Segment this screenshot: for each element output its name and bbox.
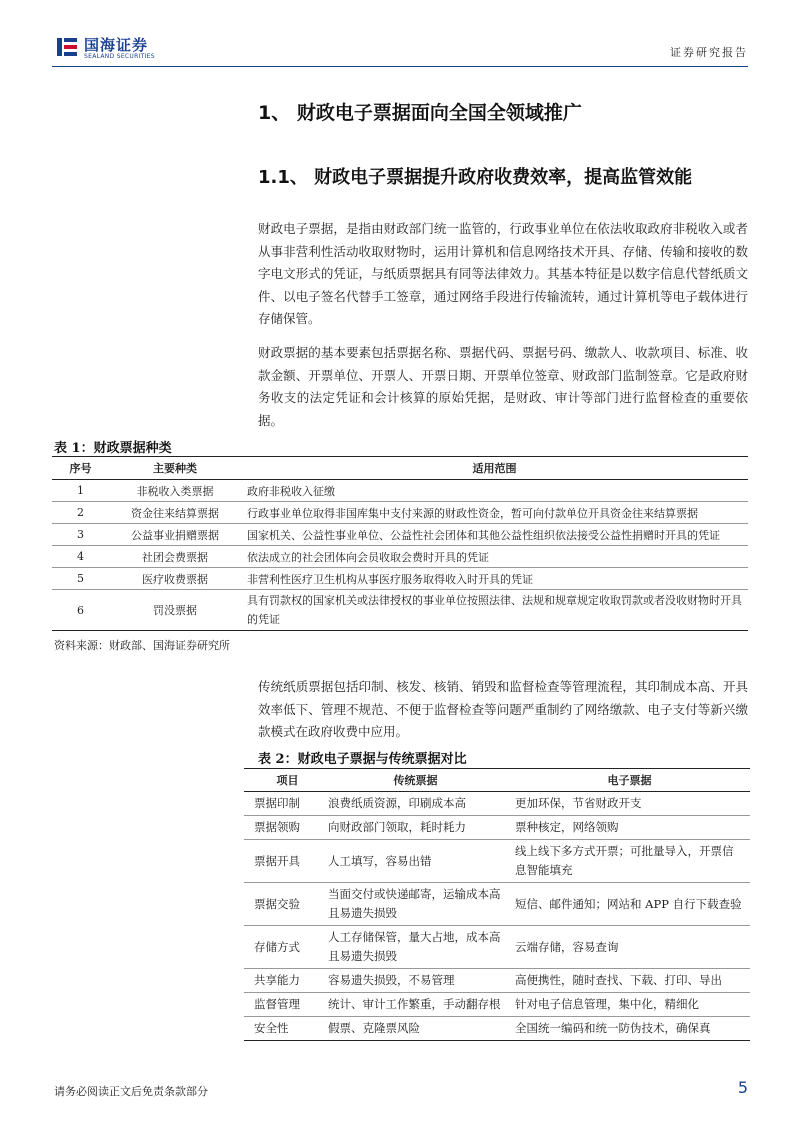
- header-electronic: 电子票据: [509, 769, 750, 792]
- cell-no: 3: [52, 524, 109, 546]
- cell-electronic: 更加环保，节省财政开支: [509, 792, 750, 816]
- cell-electronic: 高便携性，随时查找、下载、打印、导出: [509, 969, 750, 993]
- cell-scope: 依法成立的社会团体向会员收取会费时开具的凭证: [241, 546, 748, 568]
- cell-item: 存储方式: [244, 926, 322, 969]
- cell-traditional: 人工填写，容易出错: [322, 840, 509, 883]
- cell-kind: 公益事业捐赠票据: [109, 524, 241, 546]
- cell-traditional: 容易遗失损毁，不易管理: [322, 969, 509, 993]
- cell-no: 5: [52, 568, 109, 590]
- brand-name-en: SEALAND SECURITIES: [84, 53, 155, 60]
- section-heading: 1、 财政电子票据面向全国全领域推广: [258, 102, 582, 124]
- table-row: [52, 524, 748, 546]
- subsection-heading: 1.1、 财政电子票据提升政府收费效率，提高监管效能: [258, 167, 693, 188]
- table-row: [52, 502, 748, 524]
- cell-scope: 非营利性医疗卫生机构从事医疗服务取得收入时开具的凭证: [241, 568, 748, 590]
- table1-source: 资料来源：财政部、国海证券研究所: [54, 639, 230, 652]
- table-row: [244, 840, 750, 883]
- cell-item: 监督管理: [244, 993, 322, 1017]
- cell-scope: 行政事业单位取得非国库集中支付来源的财政性资金，暂可向付款单位开具资金往来结算票据: [241, 502, 748, 524]
- cell-scope: 政府非税收入征缴: [241, 480, 748, 502]
- cell-kind: 罚没票据: [109, 590, 241, 631]
- header-scope: 适用范围: [241, 457, 748, 480]
- table-row: [52, 480, 748, 502]
- table-row: [244, 969, 750, 993]
- cell-kind: 医疗收费票据: [109, 568, 241, 590]
- cell-traditional: 人工存储保管，量大占地，成本高且易遗失损毁: [322, 926, 509, 969]
- table-row: [52, 590, 748, 631]
- header-divider: [52, 66, 748, 67]
- cell-kind: 非税收入类票据: [109, 480, 241, 502]
- cell-electronic: 全国统一编码和统一防伪技术，确保真: [509, 1017, 750, 1041]
- header-no: 序号: [52, 457, 109, 480]
- cell-electronic: 针对电子信息管理，集中化，精细化: [509, 993, 750, 1017]
- cell-kind: 资金往来结算票据: [109, 502, 241, 524]
- report-type-label: 证券研究报告: [670, 46, 748, 59]
- cell-item: 安全性: [244, 1017, 322, 1041]
- cell-kind: 社团会费票据: [109, 546, 241, 568]
- cell-traditional: 向财政部门领取，耗时耗力: [322, 816, 509, 840]
- cell-traditional: 统计、审计工作繁重，手动翻存根: [322, 993, 509, 1017]
- cell-no: 4: [52, 546, 109, 568]
- comparison-table: [244, 768, 750, 1041]
- cell-no: 1: [52, 480, 109, 502]
- table-header-row: [52, 457, 748, 480]
- table-row: [52, 546, 748, 568]
- table-row: [244, 883, 750, 926]
- cell-traditional: 当面交付或快递邮寄，运输成本高且易遗失损毁: [322, 883, 509, 926]
- cell-no: 6: [52, 590, 109, 631]
- cell-item: 票据领购: [244, 816, 322, 840]
- table-row: [244, 1017, 750, 1041]
- cell-item: 票据开具: [244, 840, 322, 883]
- cell-item: 票据交验: [244, 883, 322, 926]
- footer-disclaimer: 请务必阅读正文后免责条款部分: [54, 1085, 208, 1098]
- table-row: [244, 993, 750, 1017]
- table-header-row: [244, 769, 750, 792]
- cell-electronic: 票种核定，网络领购: [509, 816, 750, 840]
- paragraph-elements: 财政票据的基本要素包括票据名称、票据代码、票据号码、缴款人、收款项目、标准、收款金额、开票单位、开票人、开票日期、开票单位签章、财政部门监制签章。它是政府财务收支的法定凭证和会计核算的原始凭据，是财政、审计等部门进行监督检查的重要依据。: [258, 345, 748, 428]
- cell-scope: 国家机关、公益性事业单位、公益性社会团体和其他公益性组织依法接受公益性捐赠时开具的凭证: [241, 524, 748, 546]
- cell-item: 票据印制: [244, 792, 322, 816]
- table2-title: 表 2：财政电子票据与传统票据对比: [258, 752, 467, 767]
- table1-title: 表 1：财政票据种类: [54, 441, 172, 456]
- cell-electronic: 云端存储，容易查询: [509, 926, 750, 969]
- header-traditional: 传统票据: [322, 769, 509, 792]
- table-row: [244, 792, 750, 816]
- brand-name-cn: 国海证券: [84, 36, 149, 54]
- cell-electronic: 短信、邮件通知；网站和 APP 自行下载查验: [509, 883, 750, 926]
- paragraph-paper-issues: 传统纸质票据包括印制、核发、核销、销毁和监督检查等管理流程，其印制成本高、开具效率低下、管理不规范、不便于监督检查等问题严重制约了网络缴款、电子支付等新兴缴款模式在政府收费中应用。: [258, 679, 748, 739]
- page-number: 5: [737, 1078, 748, 1097]
- table-row: [244, 816, 750, 840]
- header-item: 项目: [244, 769, 322, 792]
- paragraph-definition: 财政电子票据，是指由财政部门统一监管的，行政事业单位在依法收取政府非税收入或者从事非营利性活动收取财物时，运用计算机和信息网络技术开具、存储、传输和接收的数字电文形式的凭证，与纸质票据具有同等法律效力。其基本特征是以数字信息代替纸质文件、以电子签名代替手工签章，通过网络手段进行传输流转，通过计算机等电子载体进行存储保管。: [258, 221, 748, 326]
- sealand-logo-icon: [56, 36, 78, 58]
- cell-traditional: 浪费纸质资源，印刷成本高: [322, 792, 509, 816]
- cell-item: 共享能力: [244, 969, 322, 993]
- header-kind: 主要种类: [109, 457, 241, 480]
- cell-scope: 具有罚款权的国家机关或法律授权的事业单位按照法律、法规和规章规定收取罚款或者没收财物时开具的凭证: [241, 590, 748, 631]
- cell-electronic: 线上线下多方式开票；可批量导入，开票信息智能填充: [509, 840, 750, 883]
- receipt-types-table: [52, 456, 748, 631]
- table-row: [244, 926, 750, 969]
- cell-no: 2: [52, 502, 109, 524]
- cell-traditional: 假票、克隆票风险: [322, 1017, 509, 1041]
- table-row: [52, 568, 748, 590]
